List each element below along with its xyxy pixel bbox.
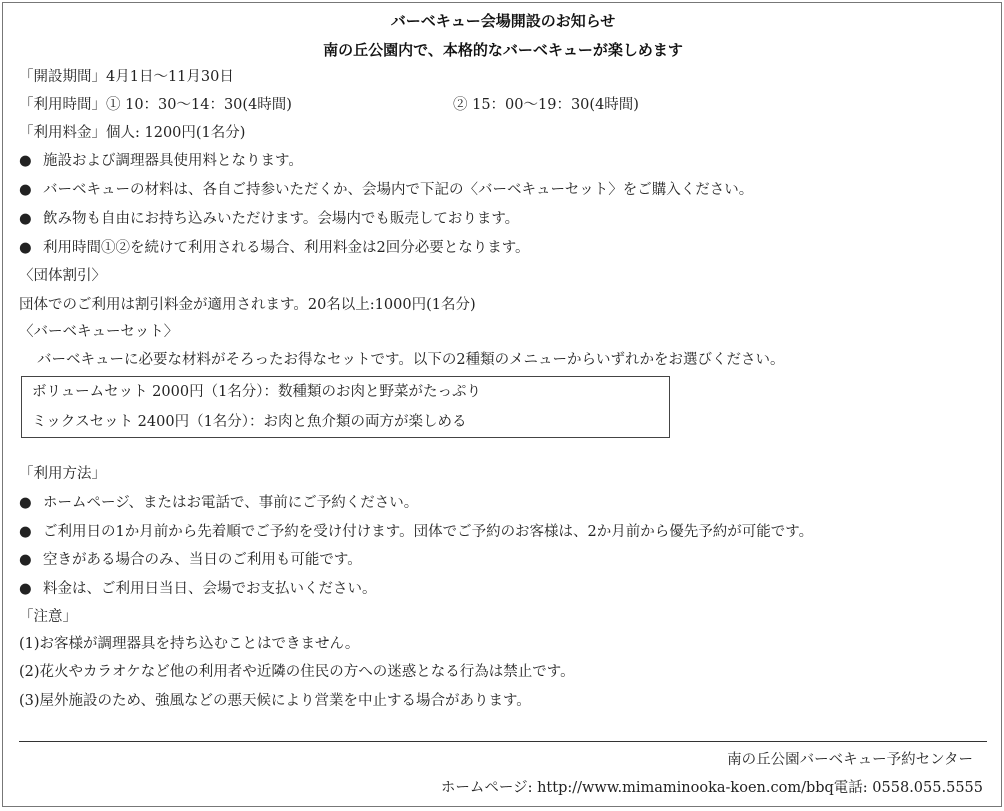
usage-method-text: 空きがある場合のみ、当日のご利用も可能です。 (43, 552, 362, 568)
fee-note-item (19, 209, 519, 229)
usage-method-item (19, 550, 362, 570)
notice-title: バーベキュー会場開設のお知らせ (390, 12, 616, 30)
usage-method-item (19, 579, 377, 599)
fee-note-text: バーベキューの材料は、各自ご持参いただくか、会場内で下記の〈バーベキューセット〉をご購入ください。 (43, 182, 754, 198)
fee-note-text: 利用時間①②を続けて利用される場合、利用料金は2回分必要となります。 (43, 240, 530, 256)
usage-method-text: 料金は、ご利用日当日、会場でお支払いください。 (43, 581, 377, 597)
bbq-set-heading: 〈バーベキューセット〉 (19, 324, 179, 340)
usage-hours-1: 「利用時間」① 10：30～14：30(4時間) (19, 97, 292, 113)
set-menu-mix: ミックスセット 2400円（1名分）：お肉と魚介類の両方が楽しめる (32, 414, 467, 430)
usage-method-item (19, 522, 813, 542)
usage-fee: 「利用料金」個人: 1200円(1名分) (19, 125, 246, 141)
bbq-set-menu-box (21, 376, 670, 438)
bullet-icon: ● (19, 182, 32, 198)
fee-note-item (19, 180, 753, 200)
usage-hours-2: ② 15：00～19：30(4時間) (453, 97, 639, 113)
fee-note-text: 飲み物も自由にお持ち込みいただけます。会場内でも販売しております。 (43, 211, 520, 227)
caution-item: (2)花火やカラオケなど他の利用者や近隣の住民の方への迷惑となる行為は禁止です。 (19, 664, 575, 680)
caution-item: (1)お客様が調理器具を持ち込むことはできません。 (19, 636, 360, 652)
group-discount-heading: 〈団体割引〉 (19, 268, 106, 284)
fee-note-text: 施設および調理器具使用料となります。 (43, 153, 303, 169)
bullet-icon: ● (19, 581, 32, 597)
contact-info: ホームページ: http://www.mimaminooka-koen.com/bbq電話: 0558.055.5555 (440, 780, 983, 796)
opening-period: 「開設期間」4月1日～11月30日 (19, 69, 234, 85)
caution-heading: 「注意」 (19, 609, 77, 625)
bullet-icon: ● (19, 240, 32, 256)
bullet-icon: ● (19, 552, 32, 568)
caution-item: (3)屋外施設のため、強風などの悪天候により営業を中止する場合があります。 (19, 693, 531, 709)
fee-note-item (19, 238, 530, 258)
bullet-icon: ● (19, 524, 32, 540)
usage-method-text: ホームページ、またはお電話で、事前にご予約ください。 (43, 495, 419, 511)
usage-method-text: ご利用日の1か月前から先着順でご予約を受け付けます。団体でご予約のお客様は、2か月前から優先予約が可能です。 (43, 524, 814, 540)
usage-method-item (19, 493, 418, 513)
bullet-icon: ● (19, 211, 32, 227)
fee-note-item (19, 151, 303, 171)
set-menu-volume: ボリュームセット 2000円（1名分）：数種類のお肉と野菜がたっぷり (32, 384, 482, 400)
bbq-set-intro: バーベキューに必要な材料がそろったお得なセットです。以下の2種類のメニューからいずれかをお選びください。 (37, 352, 785, 368)
notice-subtitle: 南の丘公園内で、本格的なバーベキューが楽しめます (323, 41, 683, 59)
bullet-icon: ● (19, 153, 32, 169)
notice-document (2, 2, 1002, 807)
reservation-center-name: 南の丘公園バーベキュー予約センター (727, 752, 973, 768)
footer-divider (19, 741, 987, 742)
usage-method-heading: 「利用方法」 (19, 466, 106, 482)
bullet-icon: ● (19, 495, 32, 511)
group-discount-text: 団体でのご利用は割引料金が適用されます。20名以上:1000円(1名分) (19, 297, 476, 313)
